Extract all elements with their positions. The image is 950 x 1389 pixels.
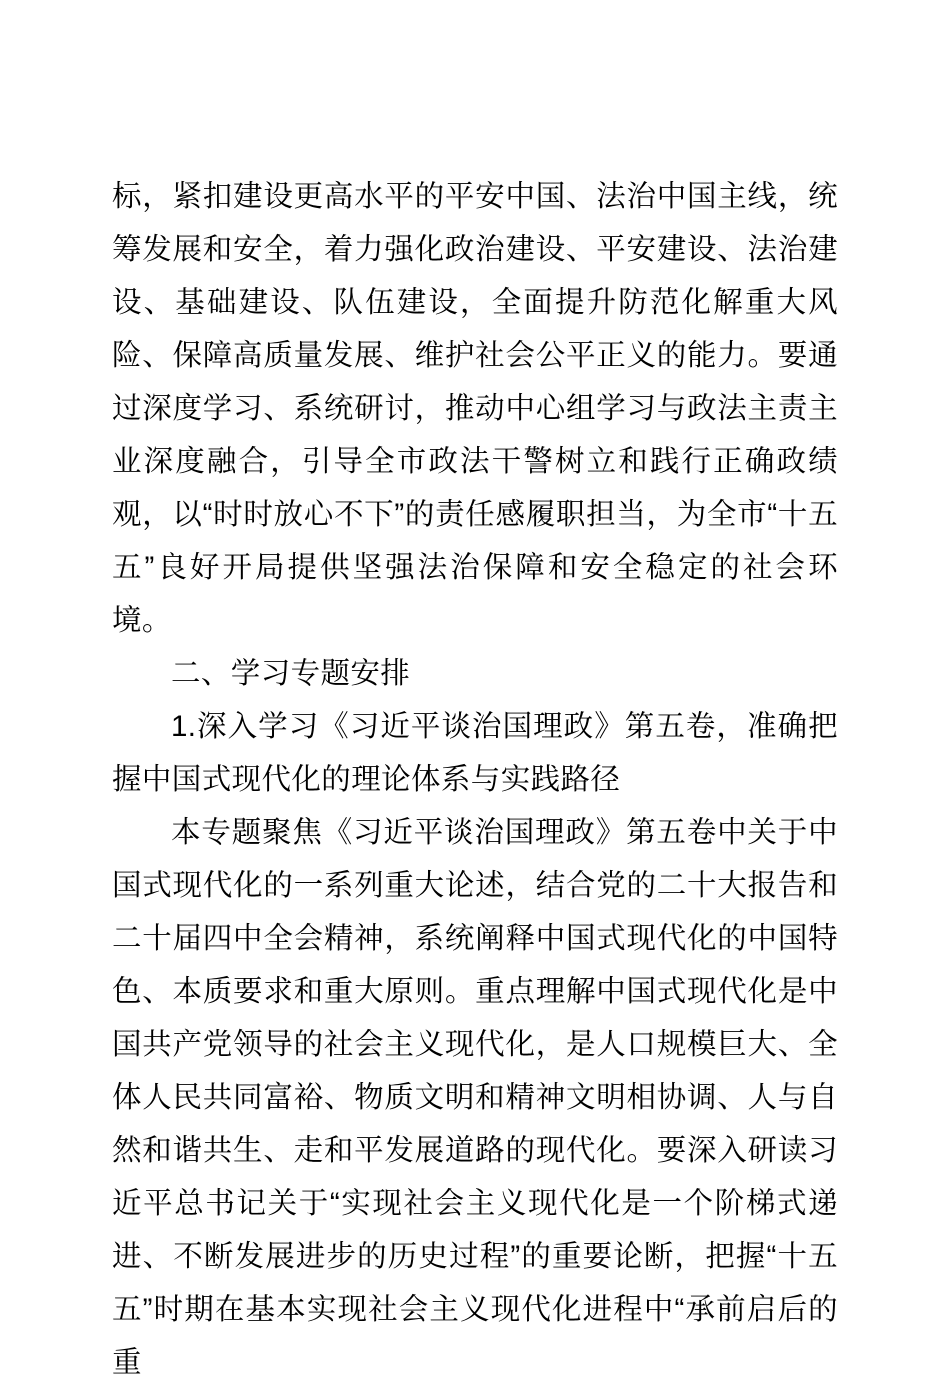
paragraph-continued-goals: 标，紧扣建设更高水平的平安中国、法治中国主线，统筹发展和安全，着力强化政治建设、平安建设、法治建设、基础建设、队伍建设，全面提升防范化解重大风险、保障高质量发展、维护社会公平正义的能力。要通过深度学习、系统研讨，推动中心组学习与政法主责主业深度融合，引导全市政法干警树立和践行正确政绩观，以“时时放心不下”的责任感履职担当，为全市“十五五”良好开局提供坚强法治保障和安全稳定的社会环境。 bbox=[112, 180, 838, 637]
paragraph-topic-description: 本专题聚焦《习近平谈治国理政》第五卷中关于中国式现代化的一系列重大论述，结合党的二十大报告和二十届四中全会精神，系统阐释中国式现代化的中国特色、本质要求和重大原则。重点理解中国式现代化是中国共产党领导的社会主义现代化，是人口规模巨大、全体人民共同富裕、物质文明和精神文明相协调、人与自然和谐共生、走和平发展道路的现代化。要深入研读习近平总书记关于“实现社会主义现代化是一个阶梯式递进、不断发展进步的历史过程”的重要论断，把握“十五五”时期在基本实现社会主义现代化进程中“承前启后的重 bbox=[112, 816, 838, 1379]
document-body bbox=[112, 170, 838, 1389]
subsection-heading-one: 1.深入学习《习近平谈治国理政》第五卷，准确把握中国式现代化的理论体系与实践路径 bbox=[112, 710, 838, 796]
section-heading-two: 二、学习专题安排 bbox=[171, 657, 411, 690]
